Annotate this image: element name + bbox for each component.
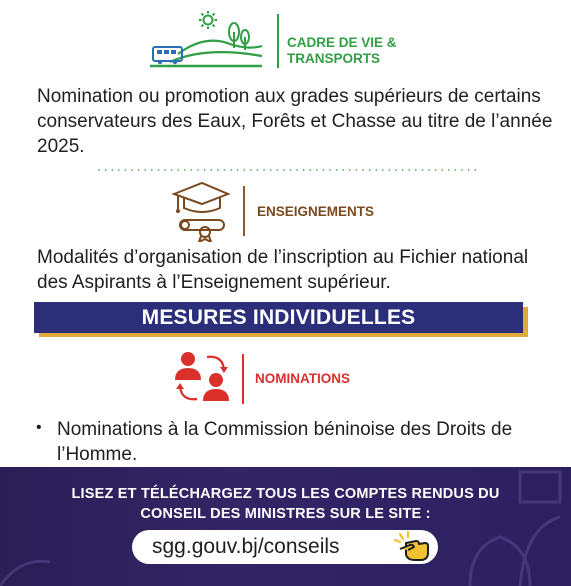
footer-line: CONSEIL DES MINISTRES SUR LE SITE : [140,506,431,522]
people-exchange-icon [172,347,232,407]
bullet-marker: • [36,419,42,436]
section-label-nominations: NOMINATIONS [255,371,350,386]
graduation-cap-diploma-icon [170,180,232,242]
footer-line: LISEZ ET TÉLÉCHARGEZ TOUS LES COMPTES RENDUS DU [71,486,500,502]
nomination-item: Nominations à la Commission béninoise des Droits de l’Homme. [57,419,513,465]
section-label-line: CADRE DE VIE & [287,35,397,50]
dotted-separator [96,161,478,169]
landscape-bus-icon [150,10,265,68]
section-label-cadre-de-vie [287,35,437,67]
footer-call-to-action [0,484,571,524]
section-text-cadre-de-vie: Nomination ou promotion aux grades supérieurs de certains conservateurs des Eaux, Forêts et Chasse au titre de l’année 2025. [37,86,553,157]
section-text-enseignements: Modalités d’organisation de l’inscription au Fichier national des Aspirants à l’Enseignement supérieur. [37,247,529,293]
url-link[interactable]: sgg.gouv.bj/conseils [152,535,340,558]
section-divider [242,354,244,404]
click-hand-icon [394,531,434,563]
banner-mesures-individuelles: MESURES INDIVIDUELLES [34,302,523,333]
section-divider [277,14,279,68]
section-divider [243,186,245,236]
section-label-line: TRANSPORTS [287,51,381,66]
section-label-enseignements: ENSEIGNEMENTS [257,204,375,219]
